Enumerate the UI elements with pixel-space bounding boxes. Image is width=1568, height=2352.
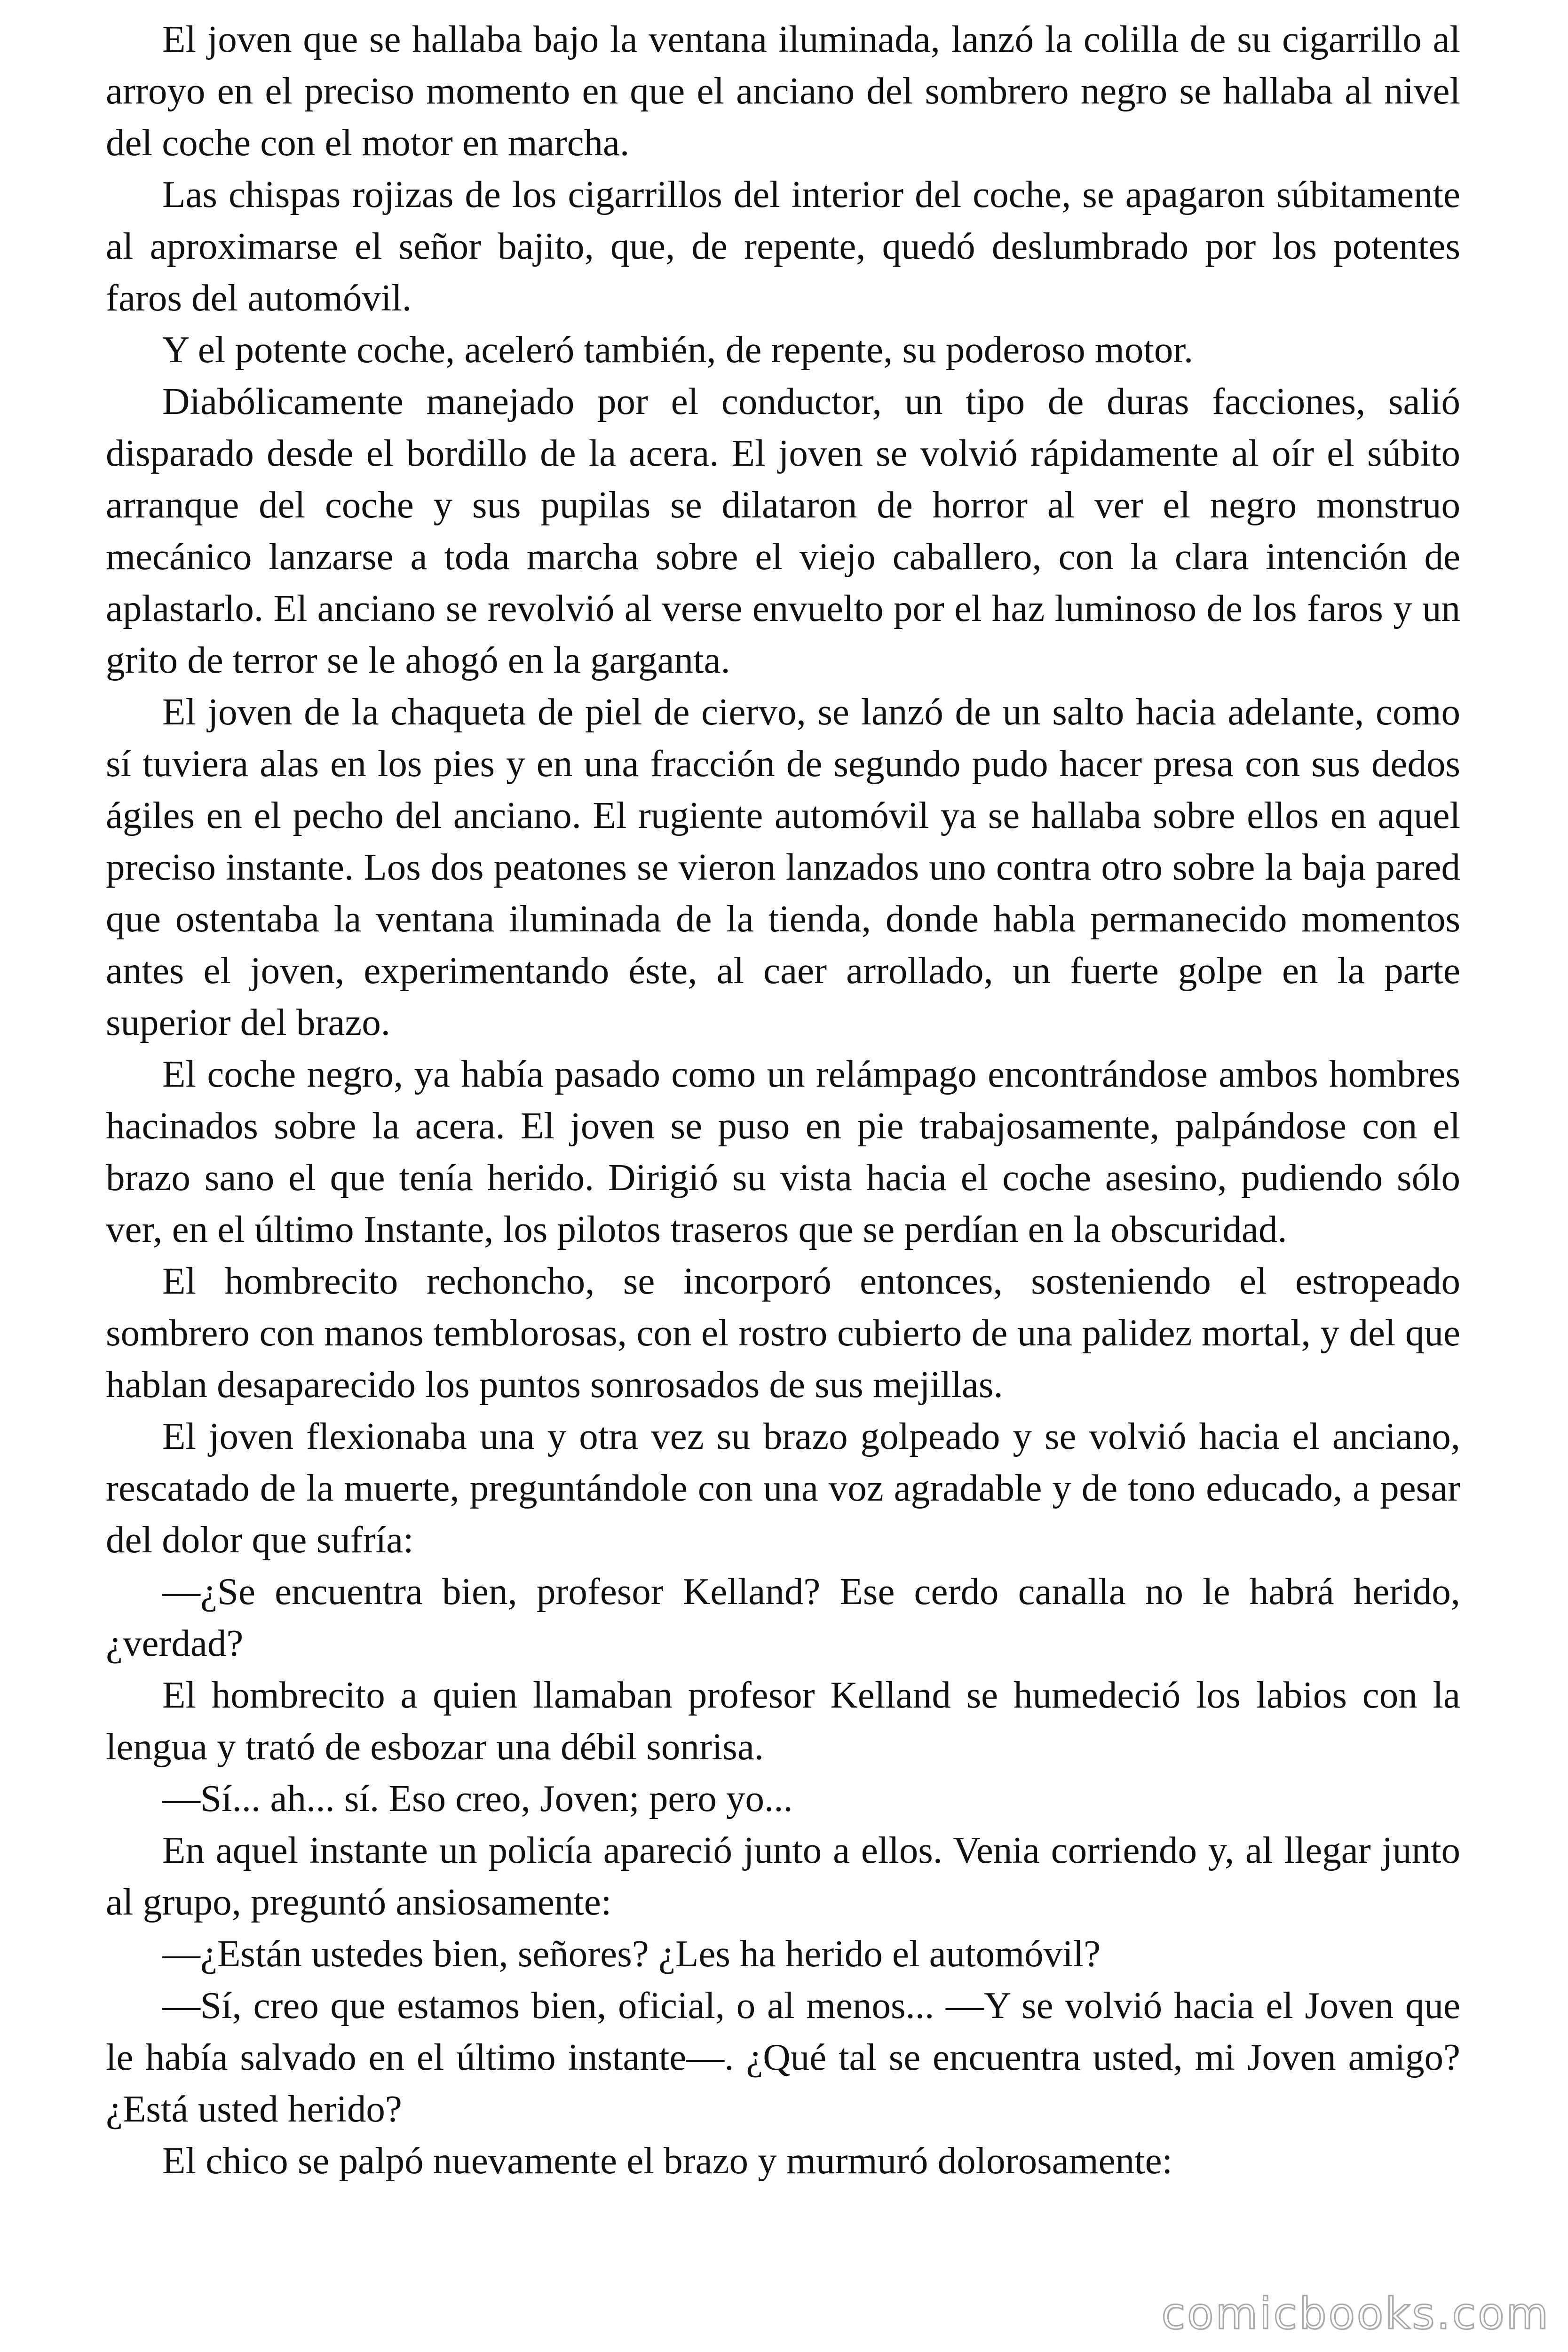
paragraph: El joven flexionaba una y otra vez su brazo golpeado y se volvió hacia el anciano, rescatado de la muerte, preguntándole con una voz agradable y de tono educado, a pesar del dolor que sufría:: [106, 1415, 1460, 1561]
paragraph: Y el potente coche, aceleró también, de repente, su poderoso motor.: [162, 328, 1194, 371]
paragraph: —Sí, creo que estamos bien, oficial, o al menos... —Y se volvió hacia el Joven que le había salvado en el último instante—. ¿Qué tal se encuentra usted, mi Joven amigo? ¿Está usted herido?: [106, 1984, 1460, 2130]
watermark: comicbooks.com: [1161, 2288, 1550, 2339]
paragraph: El coche negro, ya había pasado como un relámpago encontrándose ambos hombres hacinados sobre la acera. El joven se puso en pie trabajosamente, palpándose con el brazo sano el que tenía herido. Dirigió su vista hacia el coche asesino, pudiendo sólo ver, en el último Instante, los pilotos traseros que se perdían en la obscuridad.: [106, 1053, 1460, 1250]
paragraph: El chico se palpó nuevamente el brazo y murmuró dolorosamente:: [162, 2139, 1173, 2182]
paragraph: Las chispas rojizas de los cigarrillos del interior del coche, se apagaron súbitamente al aproximarse el señor bajito, que, de repente, quedó deslumbrado por los potentes faros del automóvil.: [106, 173, 1460, 319]
paragraph: —¿Se encuentra bien, profesor Kelland? Ese cerdo canalla no le habrá herido, ¿verdad?: [106, 1570, 1460, 1664]
paragraph: —Sí... ah... sí. Eso creo, Joven; pero yo...: [162, 1777, 793, 1820]
paragraph: En aquel instante un policía apareció junto a ellos. Venia corriendo y, al llegar junto al grupo, preguntó ansiosamente:: [106, 1829, 1460, 1923]
paragraph: El joven de la chaqueta de piel de ciervo, se lanzó de un salto hacia adelante, como sí tuviera alas en los pies y en una fracción de segundo pudo hacer presa con sus dedos ágiles en el pecho del anciano. El rugiente automóvil ya se hallaba sobre ellos en aquel preciso instante. Los dos peatones se vieron lanzados uno contra otro sobre la baja pared que ostentaba la ventana iluminada de la tienda, donde habla permanecido momentos antes el joven, experimentando éste, al caer arrollado, un fuerte golpe en la parte superior del brazo.: [106, 691, 1460, 1043]
paragraph: El joven que se hallaba bajo la ventana iluminada, lanzó la colilla de su cigarrillo al arroyo en el preciso momento en que el anciano del sombrero negro se hallaba al nivel del coche con el motor en marcha.: [106, 18, 1460, 164]
paragraph: Diabólicamente manejado por el conductor, un tipo de duras facciones, salió disparado desde el bordillo de la acera. El joven se volvió rápidamente al oír el súbito arranque del coche y sus pupilas se dilataron de horror al ver el negro monstruo mecánico lanzarse a toda marcha sobre el viejo caballero, con la clara intención de aplastarlo. El anciano se revolvió al verse envuelto por el haz luminoso de los faros y un grito de terror se le ahogó en la garganta.: [106, 380, 1460, 681]
paragraph: El hombrecito rechoncho, se incorporó entonces, sosteniendo el estropeado sombrero con manos temblorosas, con el rostro cubierto de una palidez mortal, y del que hablan desaparecido los puntos sonrosados de sus mejillas.: [106, 1260, 1460, 1406]
paragraph: El hombrecito a quien llamaban profesor Kelland se humedeció los labios con la lengua y trató de esbozar una débil sonrisa.: [106, 1674, 1460, 1768]
paragraph: —¿Están ustedes bien, señores? ¿Les ha herido el automóvil?: [162, 1932, 1101, 1975]
document-page: [106, 13, 1460, 2186]
